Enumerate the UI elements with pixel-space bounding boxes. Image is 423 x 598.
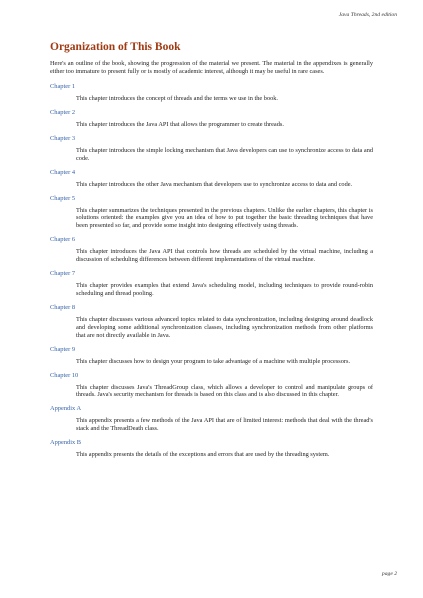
entry-chapter-5 — [50, 194, 373, 231]
entry-chapter-4 — [50, 168, 373, 189]
entry-label: Chapter 2 — [50, 108, 76, 116]
entry-label: Chapter 6 — [50, 236, 76, 244]
entry-label: Chapter 7 — [50, 270, 76, 278]
entry-description: This chapter introduces the concept of threads and the terms we use in the book. — [76, 95, 278, 102]
page-number: page 2 — [381, 571, 397, 577]
entry-appendix-a — [50, 404, 373, 433]
section-heading: Organization of This Book — [50, 41, 181, 53]
entry-label: Chapter 8 — [50, 303, 76, 311]
intro-paragraph: Here's an outline of the book, showing the progression of the material we present. The material in the appendixes is generally either too immature to present fully or is mostly of academic interest, although it may be useful in rare cases. — [50, 60, 373, 75]
entry-label: Chapter 4 — [50, 168, 76, 176]
page-content — [50, 40, 373, 464]
entry-label: Appendix B — [50, 439, 82, 447]
entry-label: Chapter 9 — [50, 345, 76, 353]
entry-description: This chapter introduces the simple locking mechanism that Java developers can use to synchronize access to data and code. — [76, 146, 373, 162]
entry-chapter-6 — [50, 235, 373, 264]
entry-chapter-9 — [50, 345, 373, 366]
entry-label: Chapter 1 — [50, 83, 76, 90]
entry-description: This chapter introduces the other Java mechanism that developers use to synchronize access to data and code. — [76, 180, 353, 188]
entry-description: This chapter introduces the Java API that allows the programmer to create threads. — [76, 120, 284, 128]
entry-chapter-1 — [50, 82, 373, 103]
entry-chapter-10 — [50, 371, 373, 400]
entry-label: Chapter 3 — [50, 134, 76, 142]
entry-description: This chapter summarizes the techniques presented in the previous chapters. Unlike the earlier chapters, this chapter is solutions oriented: the examples give you an idea of how to put together the basic threading techniques that have been presented so far, and provide some insight into designing effectively using threads. — [76, 206, 373, 230]
entry-chapter-8 — [50, 303, 373, 340]
entry-appendix-b — [50, 438, 373, 459]
entry-description: This appendix presents a few methods of the Java API that are of limited interest: methods that deal with the thread's stack and the ThreadDeath class. — [76, 417, 373, 433]
entry-description: This chapter introduces the Java API that controls how threads are scheduled by the virtual machine, including a discussion of scheduling differences between different implementations of the virtual machine. — [76, 248, 373, 264]
entry-chapter-2 — [50, 108, 373, 129]
entry-description: This chapter discusses how to design your program to take advantage of a machine with multiple processors. — [76, 357, 351, 365]
entry-description: This appendix presents the details of the exceptions and errors that are used by the threading system. — [76, 451, 330, 459]
entry-chapter-3 — [50, 134, 373, 163]
entry-chapter-7 — [50, 269, 373, 298]
entry-description: This chapter discusses various advanced topics related to data synchronization, including designing around deadlock and developing some additional synchronization classes, including synchronization methods from other platforms that are not directly available in Java. — [76, 315, 373, 339]
running-header: Java Threads, 2nd edition — [338, 12, 397, 18]
entry-label: Chapter 10 — [50, 371, 79, 379]
entry-label: Chapter 5 — [50, 194, 76, 202]
entry-description: This chapter discusses Java's ThreadGroup class, which allows a developer to control and manipulate groups of threads. Java's security mechanism for threads is based on this class and is also discussed in this chapter. — [76, 383, 373, 399]
entry-description: This chapter provides examples that extend Java's scheduling model, including techniques to provide round-robin scheduling and thread pooling. — [76, 282, 373, 297]
entry-label: Appendix A — [50, 405, 82, 413]
